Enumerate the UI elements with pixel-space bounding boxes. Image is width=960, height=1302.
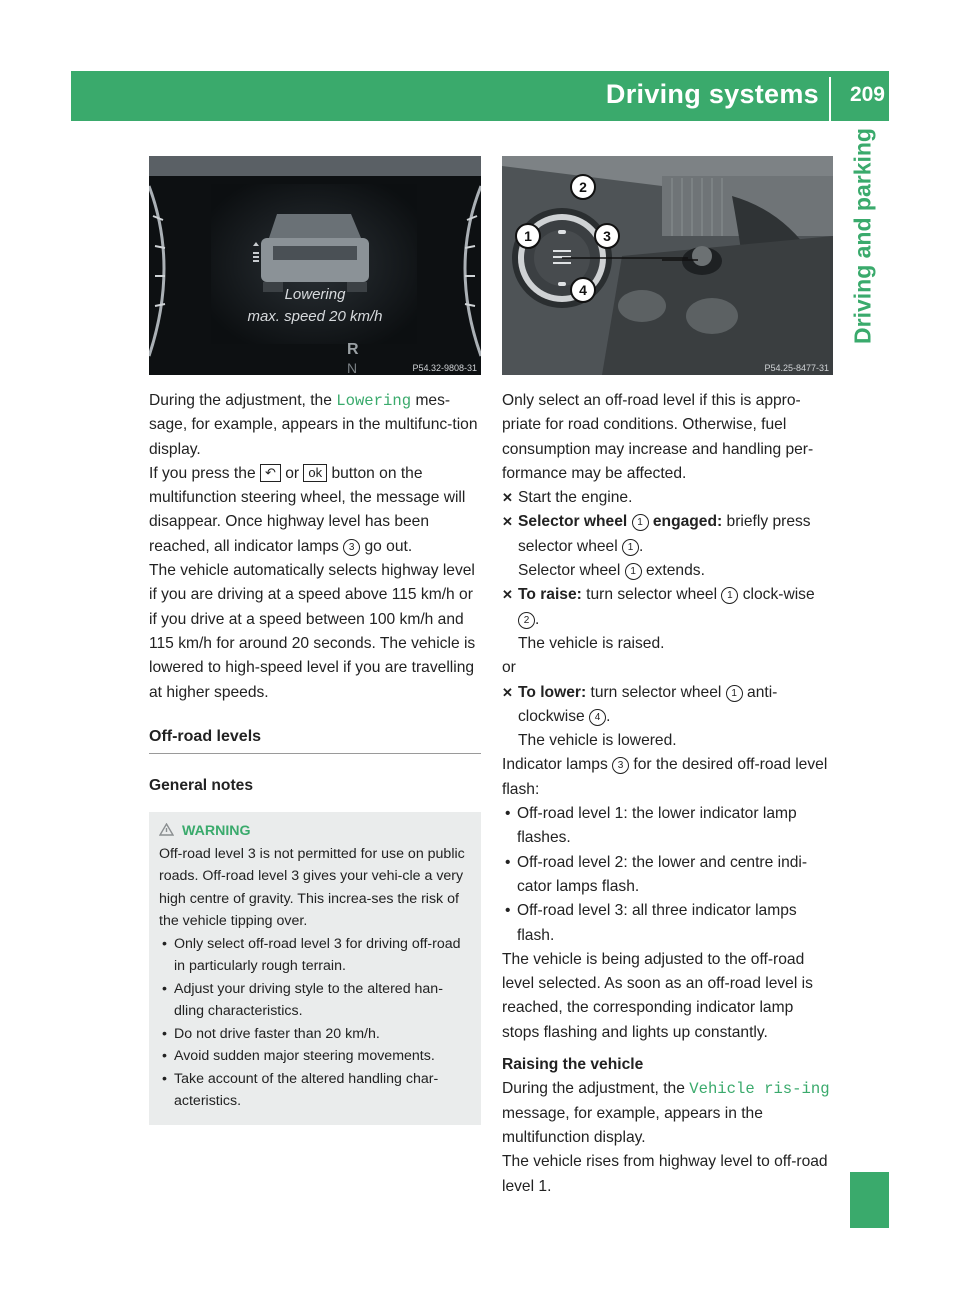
paragraph: Indicator lamps 3 for the desired off-road level flash: <box>502 756 828 798</box>
back-button-icon: ↶ <box>260 464 281 482</box>
paragraph: The vehicle rises from highway level to off-road level 1. <box>502 1153 828 1195</box>
display-message-text: Lowering <box>336 392 412 410</box>
step-arrow-icon: ✕ <box>502 684 513 700</box>
instruction-step: ✕ To raise: turn selector wheel 1 clock-wise 2 . The vehicle is raised. <box>502 583 834 656</box>
center-console-illustration <box>502 156 833 375</box>
right-column <box>502 389 834 1199</box>
gear-indicator-r: R <box>347 341 359 358</box>
step-arrow-icon: ✕ <box>502 490 513 506</box>
list-item: • Off-road level 2: the lower and centre indi-cator lamps flash. <box>505 853 808 895</box>
paragraph: During the adjustment, the Vehicle ris-ing message, for example, appears in the multifunction display. <box>502 1080 830 1146</box>
callout-2: 2 <box>579 179 587 195</box>
list-item: • Only select off-road level 3 for driving off-road in particularly rough terrain. <box>162 935 461 975</box>
warning-box <box>149 812 481 1125</box>
callout-ref: 1 <box>721 587 738 604</box>
instrument-cluster-illustration <box>149 156 481 375</box>
warning-triangle-icon <box>159 823 174 836</box>
callout-3: 3 <box>603 228 611 244</box>
divider <box>149 753 481 754</box>
instruction-step: ✕ Selector wheel 1 engaged: briefly press selector wheel 1 . Selector wheel 1 extends. <box>502 510 834 583</box>
callout-ref: 1 <box>625 563 642 580</box>
callout-1: 1 <box>524 228 532 244</box>
callout-ref: 1 <box>632 514 649 531</box>
callout-ref: 1 <box>726 685 743 702</box>
left-column <box>149 389 481 1125</box>
callout-ref: 3 <box>612 757 629 774</box>
paragraph: The vehicle automatically selects highway level if you are driving at a speed above 115 km/h or if you drive at a speed between 100 km/h and 115 km/h for around 20 seconds. The vehicle is lowered to high-speed level if you are travelling at higher speeds. <box>149 562 476 701</box>
subsection-heading: Raising the vehicle <box>502 1056 644 1074</box>
callout-ref: 4 <box>589 709 606 726</box>
warning-text: Off-road level 3 is not permitted for use on public roads. Off-road level 3 gives your vehi-cle a very high centre of gravity. This increa-ses the risk of the vehicle tipping over. <box>159 845 465 930</box>
callout-ref: 2 <box>518 612 535 629</box>
page-number: 209 <box>849 83 885 106</box>
list-item: • Off-road level 3: all three indicator lamps flash. <box>505 902 797 944</box>
display-message-text: Vehicle ris-ing <box>689 1080 830 1099</box>
warning-title: WARNING <box>159 820 471 843</box>
paragraph: Only select an off-road level if this is appro-priate for road conditions. Otherwise, fuel consumption may increase and handling per-formance may be affected. <box>502 392 814 482</box>
callout-ref: 1 <box>622 539 639 556</box>
section-title: Driving systems <box>605 79 819 109</box>
gear-indicator-n: N <box>347 360 358 375</box>
selector-wheel-figure <box>502 156 833 375</box>
paragraph: If you press the ↶ or ok button on the multifunction steering wheel, the message will disappear. Once highway level has been reached, all indicator lamps 3 go out. <box>149 464 466 555</box>
chapter-marker <box>850 1172 889 1228</box>
step-arrow-icon: ✕ <box>502 514 513 530</box>
step-arrow-icon: ✕ <box>502 587 513 603</box>
figure-code: P54.32-9808-31 <box>412 363 477 373</box>
callout-ref: 3 <box>343 539 360 556</box>
list-item: • Adjust your driving style to the altered han-dling characteristics. <box>162 980 443 1020</box>
list-item: • Avoid sudden major steering movements. <box>162 1048 435 1065</box>
figure-code: P54.25-8477-31 <box>764 363 829 373</box>
vehicle-rear-icon <box>261 214 369 292</box>
instruction-step: ✕ Start the engine. <box>502 486 834 510</box>
paragraph: The vehicle is being adjusted to the off-road level selected. As soon as an off-road level is reached, the corresponding indicator lamp stops flashing and lights up constantly. <box>502 950 813 1041</box>
list-item: • Do not drive faster than 20 km/h. <box>162 1025 380 1042</box>
list-item: • Off-road level 1: the lower indicator lamp flashes. <box>505 805 797 847</box>
chapter-label: Driving and parking <box>849 128 876 344</box>
paragraph: or <box>502 659 516 677</box>
multifunction-display-figure <box>149 156 481 375</box>
paragraph: During the adjustment, the Lowering mes-sage, for example, appears in the multifunc-tion display. <box>149 392 478 458</box>
header-separator <box>829 77 831 121</box>
instruction-step: ✕ To lower: turn selector wheel 1 anti-clockwise 4 . The vehicle is lowered. <box>502 681 834 754</box>
display-message-line2: max. speed 20 km/h <box>247 308 383 325</box>
ok-button-icon: ok <box>303 464 327 482</box>
section-heading: Off-road levels <box>149 727 262 745</box>
page-header <box>71 71 889 121</box>
subsection-heading: General notes <box>149 777 253 795</box>
callout-4: 4 <box>579 282 587 298</box>
chapter-side-tab <box>837 121 889 351</box>
list-item: • Take account of the altered handling char-acteristics. <box>162 1070 439 1110</box>
display-message-line1: Lowering <box>284 286 346 303</box>
